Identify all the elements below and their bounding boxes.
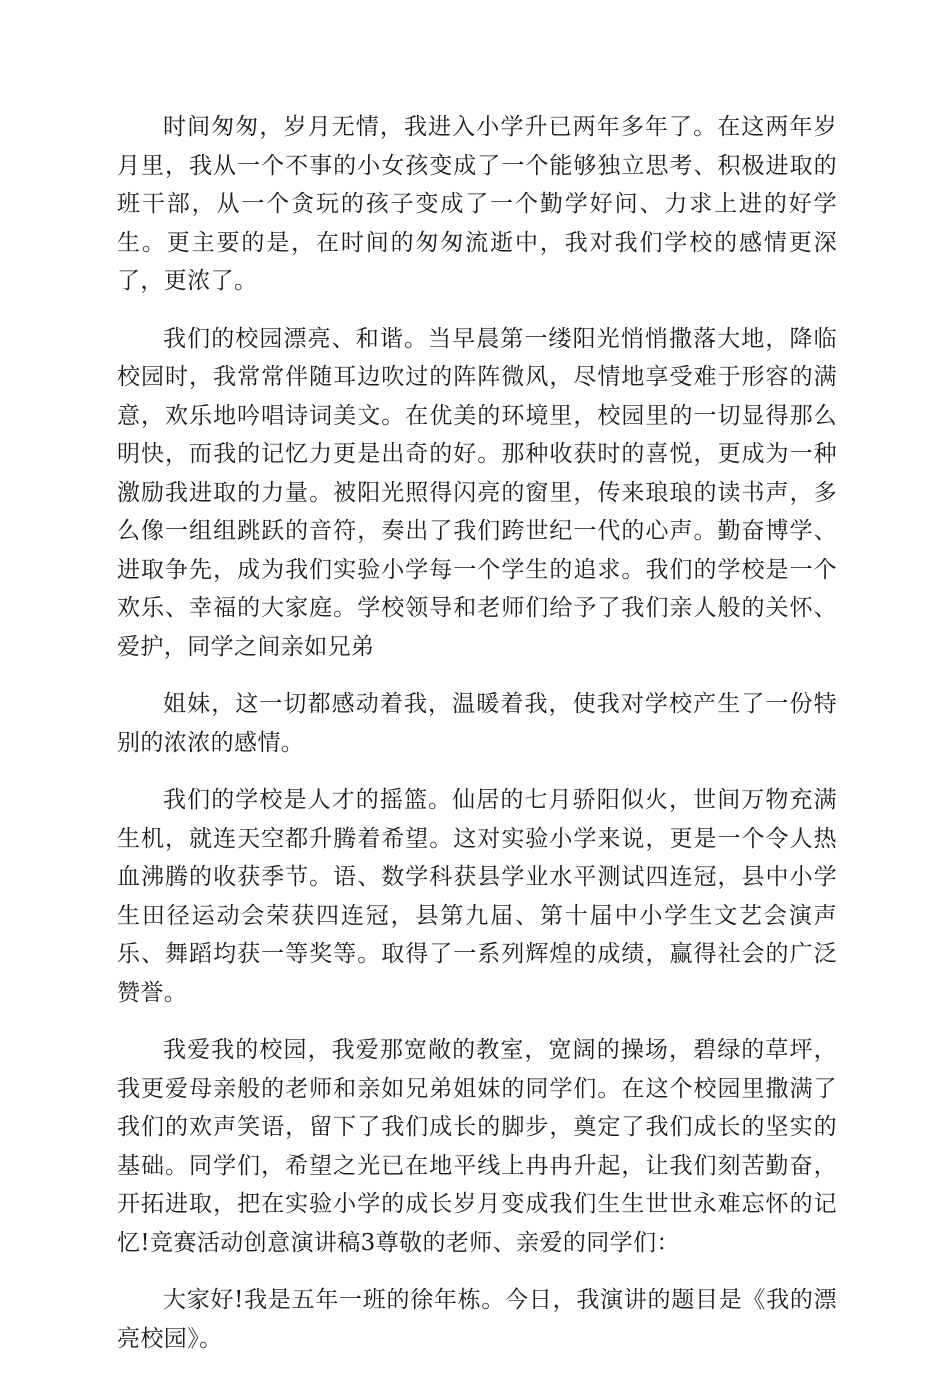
paragraph-4: 我们的学校是人才的摇篮。仙居的七月骄阳似火，世间万物充满生机，就连天空都升腾着希望。这对实验小学来说，更是一个令人热血沸腾的收获季节。语、数学科获县学业水平测试四连冠，县中小学生田径运动会荣获四连冠，县第九届、第十届中小学生文艺会演声乐、舞蹈均获一等奖等。取得了一系列辉煌的成绩，赢得社会的广泛赞誉。 [117,787,837,1006]
paragraph-6: 大家好!我是五年一班的徐年栋。今日，我演讲的题目是《我的漂亮校园》。 [117,1287,837,1352]
paragraph-3: 姐妹，这一切都感动着我，温暖着我，使我对学校产生了一份特别的浓浓的感情。 [117,691,837,756]
paragraph-2: 我们的校园漂亮、和谐。当早晨第一缕阳光悄悄撒落大地，降临校园时，我常常伴随耳边吹过的阵阵微风，尽情地享受难于形容的满意，欢乐地吟唱诗词美文。在优美的环境里，校园里的一切显得那么明快，而我的记忆力更是出奇的好。那种收获时的喜悦，更成为一种激励我进取的力量。被阳光照得闪亮的窗里，传来琅琅的读书声，多么像一组组跳跃的音符，奏出了我们跨世纪一代的心声。勤奋博学、进取争先，成为我们实验小学每一个学生的追求。我们的学校是一个欢乐、幸福的大家庭。学校领导和老师们给予了我们亲人般的关怀、爱护，同学之间亲如兄弟 [117,325,837,660]
paragraph-5: 我爱我的校园，我爱那宽敞的教室，宽阔的操场，碧绿的草坪，我更爱母亲般的老师和亲如兄弟姐妹的同学们。在这个校园里撒满了我们的欢声笑语，留下了我们成长的脚步，奠定了我们成长的坚实的基础。同学们，希望之光已在地平线上冉冉升起，让我们刻苦勤奋，开拓进取，把在实验小学的成长岁月变成我们生生世世永难忘怀的记忆!竞赛活动创意演讲稿3尊敬的老师、亲爱的同学们： [117,1037,837,1256]
paragraph-1: 时间匆匆，岁月无情，我进入小学升已两年多年了。在这两年岁月里，我从一个不事的小女孩变成了一个能够独立思考、积极进取的班干部，从一个贪玩的孩子变成了一个勤学好问、力求上进的好学生。更主要的是，在时间的匆匆流逝中，我对我们学校的感情更深了，更浓了。 [117,114,837,294]
document-body [117,108,837,1377]
